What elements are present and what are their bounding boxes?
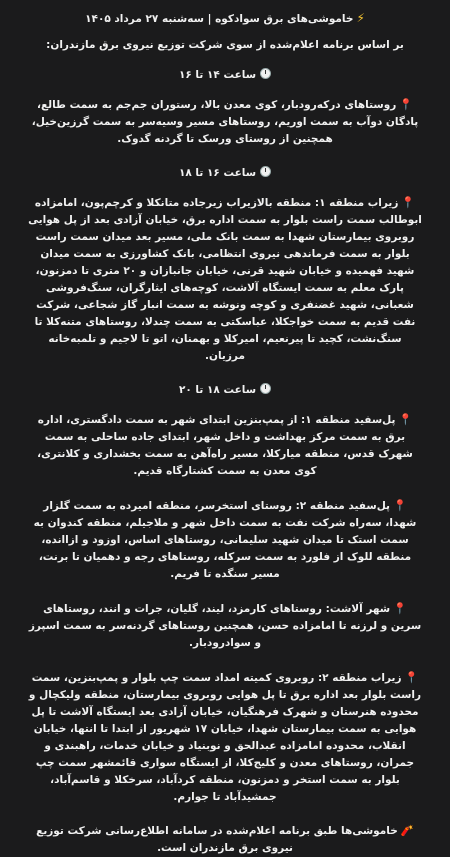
clock-icon xyxy=(260,68,271,79)
outage-area-paragraph xyxy=(28,669,422,806)
outage-area-text: شهر آلاشت: روستاهای کارمزد، لیند، گلیان، جرات و انند، روستاهای سرین و لرزنه تا امامزاده حسن، همچنین روستاهای گردنه‌سر به سمت اسپرز و سوادرودبار. xyxy=(28,603,422,649)
outage-area-text: روستاهای درکه‌رودبار، کوی معدن بالا، رستوران جم‌جم به سمت طالع، پادگان دوآب به سمت اوریم، روستاهای مسیر وسیه‌سر به سمت گرزین‌خیل، همچنین از روستای ورسک تا گردنه گدوک. xyxy=(31,99,419,145)
outage-area-paragraph xyxy=(28,96,422,148)
outage-area-paragraph xyxy=(28,411,422,480)
round-pushpin-icon: 📍 xyxy=(399,98,413,111)
time-slot-heading xyxy=(28,382,422,399)
outage-area-text: پل‌سفید منطقه ۲: روستای استخرسر، منطقه امیرده به سمت گلزار شهدا، سه‌راه شرکت نفت به سمت داخل شهر و ملاجیلم، منطقه کندوان به سمت استک تا میدان شهید سلیمانی، روستاهای اساس، اوزود و ازاانده، منطقه للوک از فلورد به سمت سرکله، روستاهای رجه و دهمیان تا برنت، مسیر سنگده تا فریم. xyxy=(33,500,417,580)
message-title: خاموشی‌های برق سوادکوه | سه‌شنبه ۲۷ مرداد ۱۴۰۵ xyxy=(85,13,354,25)
outage-area-paragraph xyxy=(28,600,422,652)
footer-note-line xyxy=(28,823,422,857)
round-pushpin-icon: 📍 xyxy=(404,671,419,684)
message-title-line xyxy=(28,10,422,28)
intro-text: بر اساس برنامه اعلام‌شده از سوی شرکت توزیع نیروی برق مازندران: xyxy=(46,39,404,51)
high-voltage-icon: ⚡ xyxy=(356,11,365,25)
outage-area-text: پل‌سفید منطقه ۱: از پمپ‌بنزین ابتدای شهر به سمت دادگستری، اداره برق به سمت مرکز بهداشت و داخل شهر، ابتدای جاده ساحلی به سمت شهرک قدس، منطقه میارکلا، مسیر راه‌آهن به سمت بخشداری و کلانتری، کوی معدن به سمت کشتارگاه قدیم. xyxy=(37,414,413,477)
clock-icon xyxy=(260,383,271,394)
time-slot-label: ساعت ۱۶ تا ۱۸ xyxy=(178,167,257,179)
round-pushpin-icon: 📍 xyxy=(401,196,416,209)
time-slot-label: ساعت ۱۴ تا ۱۶ xyxy=(178,69,257,81)
round-pushpin-icon: 📍 xyxy=(398,413,413,426)
outage-area-text: زیراب منطقه ۲: روبروی کمیته امداد سمت چپ بلوار و پمپ‌بنزین، سمت راست بلوار بعد اداره برق تا پل هوایی روبروی بیمارستان، منطقه ولیکچال و محدوده هنرستان و شهرک فرهنگیان، خیابان آزادی بعد ایستگاه آلاشت تا پل هوایی به سمت بیمارستان شهدا، خیابان ۱۷ شهریور از ابتدا تا انتها، خیابان انقلاب، محدوده امامزاده عبدالحق و نوبنیاد و خیابان خدمات، راهبندی و جمران، روستاهای معدن و کلیج‌کلا، از ایستگاه سواری قائمشهر سمت چپ بلوار به سمت استخر و دمزنون، منطقه کردآباد، سرخکلا و قاسم‌آباد، جمشیدآباد تا جوارم. xyxy=(28,672,422,803)
time-slot-heading xyxy=(28,165,422,182)
time-slot-label: ساعت ۱۸ تا ۲۰ xyxy=(178,384,257,396)
time-slot-heading xyxy=(28,67,422,84)
footer-note: خاموشی‌ها طبق برنامه اعلام‌شده در سامانه اطلاع‌رسانی شرکت توزیع نیروی برق مازندران است. xyxy=(36,825,398,854)
clock-icon xyxy=(260,166,271,177)
round-pushpin-icon: 📍 xyxy=(393,499,407,512)
outage-area-text: زیراب منطقه ۱: منطقه بالازیراب زیرجاده متانکلا و کرچم‌پون، امامزاده ابوطالب سمت راست بلوار به سمت اداره برق، خیابان آزادی بعد از پل هوایی روبروی بیمارستان شهدا به سمت بانک ملی، مسیر بعد میدان سمت راست بلوار به سمت فرماندهی نیروی انتظامی، بانک کشاورزی به سمت میدان شهید فهمیده و خیابان شهید قرنی، خیابان جانبازان و ۲۰ متری تا دمزنون، پارک معلم به سمت ایستگاه آلاشت، کوچه‌های ایثارگران، سنگ‌فروشی شعبانی، شهید غضنفری و کوچه ونوشه به سمت انبار گاز شجاعی، شرکت نفت قدیم به سمت خواجکلا، عباسکتی به سمت چندلا، روستاهای متنه‌کلا تا سنگ‌نشت، کچید تا پیرنعیم، امیرکلا و بهمنان، اتو تا لاجیم و تلمبه‌خانه مرزیان. xyxy=(28,197,422,362)
outage-area-paragraph xyxy=(28,497,422,583)
round-pushpin-icon: 📍 xyxy=(393,602,407,615)
outage-area-paragraph xyxy=(28,194,422,365)
firecracker-icon: 🧨 xyxy=(400,825,414,837)
